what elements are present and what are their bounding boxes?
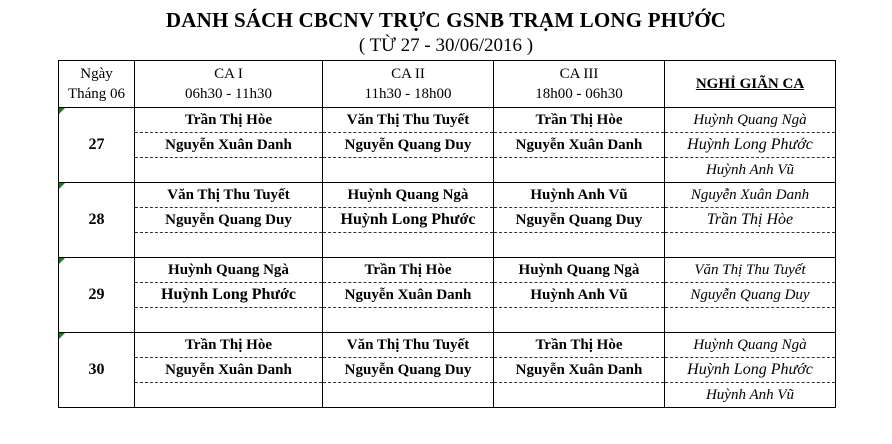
ca2-cell: Nguyễn Xuân Danh (323, 283, 494, 308)
off-cell: Trần Thị Hòe (665, 208, 836, 233)
ca1-cell: Huỳnh Quang Ngà (135, 258, 323, 283)
off-cell: Huỳnh Quang Ngà (665, 108, 836, 133)
ca1-cell: Trần Thị Hòe (135, 108, 323, 133)
day-number: 30 (88, 361, 105, 378)
ca1-cell (135, 158, 323, 183)
header-ca3-name: CA III (559, 66, 599, 82)
header-day-line2: Tháng 06 (67, 86, 126, 102)
table-row (59, 358, 836, 383)
header-off (665, 61, 836, 108)
ca2-cell: Văn Thị Thu Tuyết (323, 108, 494, 133)
ca3-cell (494, 158, 665, 183)
ca2-cell: Nguyễn Quang Duy (323, 358, 494, 383)
header-day (59, 61, 135, 108)
ca2-cell (323, 383, 494, 408)
ca2-cell: Trần Thị Hòe (323, 258, 494, 283)
page-title: DANH SÁCH CBCNV TRỰC GSNB TRẠM LONG PHƯỚC (165, 8, 727, 32)
ca2-cell (323, 233, 494, 258)
day-cell (59, 183, 135, 258)
ca1-cell: Nguyễn Xuân Danh (135, 358, 323, 383)
day-number: 27 (88, 136, 105, 153)
table-row (59, 333, 836, 358)
ca2-cell: Huỳnh Long Phước (323, 208, 494, 233)
ca3-cell: Huỳnh Quang Ngà (494, 258, 665, 283)
day-number: 29 (88, 286, 105, 303)
off-cell: Huỳnh Anh Vũ (665, 383, 836, 408)
off-cell: Huỳnh Long Phước (665, 358, 836, 383)
header-ca3 (494, 61, 665, 108)
ca2-cell: Văn Thị Thu Tuyết (323, 333, 494, 358)
ca3-cell: Nguyễn Xuân Danh (494, 133, 665, 158)
off-cell: Văn Thị Thu Tuyết (665, 258, 836, 283)
header-ca3-time: 18h00 - 06h30 (535, 86, 623, 102)
table-row (59, 183, 836, 208)
ca2-cell: Nguyễn Quang Duy (323, 133, 494, 158)
ca1-cell: Nguyễn Xuân Danh (135, 133, 323, 158)
ca1-cell (135, 233, 323, 258)
ca3-cell (494, 233, 665, 258)
ca2-cell (323, 158, 494, 183)
table-row (59, 208, 836, 233)
off-cell: Huỳnh Long Phước (665, 133, 836, 158)
cell-marker (59, 333, 65, 339)
ca3-cell (494, 308, 665, 333)
day-cell (59, 333, 135, 408)
table-row (59, 158, 836, 183)
ca1-cell: Trần Thị Hòe (135, 333, 323, 358)
ca1-cell (135, 383, 323, 408)
ca3-cell: Huỳnh Anh Vũ (494, 183, 665, 208)
ca3-cell (494, 383, 665, 408)
table-row (59, 283, 836, 308)
off-cell: Nguyễn Quang Duy (665, 283, 836, 308)
ca1-cell: Nguyễn Quang Duy (135, 208, 323, 233)
table-row (59, 308, 836, 333)
table-row (59, 233, 836, 258)
day-cell (59, 258, 135, 333)
ca3-cell: Nguyễn Xuân Danh (494, 358, 665, 383)
header-ca2-name: CA II (391, 66, 425, 82)
off-cell: Huỳnh Anh Vũ (665, 158, 836, 183)
day-number: 28 (88, 211, 105, 228)
header-off-label: NGHỈ GIÃN CA (695, 76, 805, 92)
ca1-cell (135, 308, 323, 333)
schedule-table (58, 60, 836, 408)
header-row (59, 61, 836, 108)
off-cell (665, 233, 836, 258)
table-row (59, 383, 836, 408)
cell-marker (59, 183, 65, 189)
header-ca1-name: CA I (214, 66, 243, 82)
off-cell: Nguyễn Xuân Danh (665, 183, 836, 208)
table-row (59, 258, 836, 283)
cell-marker (59, 258, 65, 264)
ca3-cell: Nguyễn Quang Duy (494, 208, 665, 233)
header-ca1 (135, 61, 323, 108)
off-cell (665, 308, 836, 333)
table-row (59, 108, 836, 133)
ca3-cell: Trần Thị Hòe (494, 333, 665, 358)
ca1-cell: Huỳnh Long Phước (135, 283, 323, 308)
table-row (59, 133, 836, 158)
header-ca2 (323, 61, 494, 108)
ca2-cell: Huỳnh Quang Ngà (323, 183, 494, 208)
header-ca2-time: 11h30 - 18h00 (364, 86, 452, 102)
header-ca1-time: 06h30 - 11h30 (185, 86, 272, 102)
ca3-cell: Huỳnh Anh Vũ (494, 283, 665, 308)
ca3-cell: Trần Thị Hòe (494, 108, 665, 133)
page-subtitle: ( TỪ 27 - 30/06/2016 ) (358, 35, 534, 56)
ca1-cell: Văn Thị Thu Tuyết (135, 183, 323, 208)
header-day-line1: Ngày (80, 66, 113, 82)
cell-marker (59, 108, 65, 114)
off-cell: Huỳnh Quang Ngà (665, 333, 836, 358)
day-cell (59, 108, 135, 183)
ca2-cell (323, 308, 494, 333)
